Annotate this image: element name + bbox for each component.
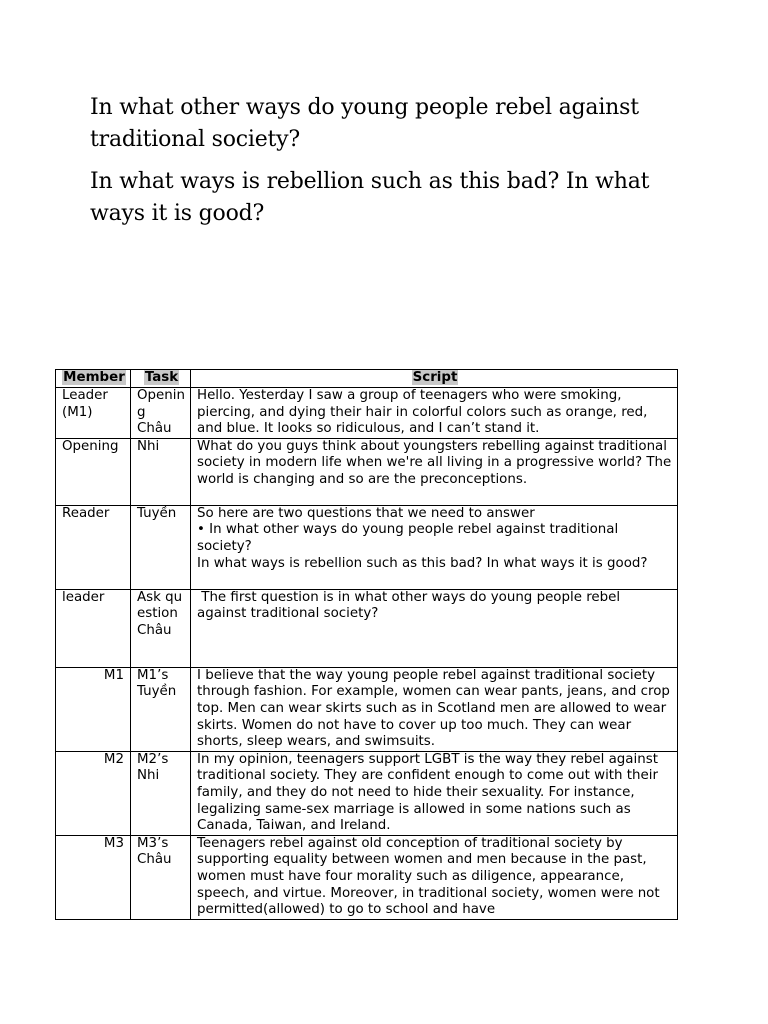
table-row — [56, 589, 678, 667]
script-cell: What do you guys think about youngsters rebelling against traditional society in modern life when we're all living in a progressive world? The world is changing and so are the preconceptions. — [191, 438, 678, 505]
member-cell: Opening — [56, 438, 131, 505]
task-cell: M3’s Châu — [131, 835, 191, 919]
task-cell: Ask question Châu — [131, 589, 191, 667]
question-1: In what other ways do young people rebel against traditional society? — [90, 95, 639, 152]
table-row — [56, 505, 678, 589]
member-cell: M3 — [56, 835, 131, 919]
member-cell: Leader (M1) — [56, 388, 131, 439]
member-cell: leader — [56, 589, 131, 667]
script-table — [55, 369, 678, 920]
member-cell: M2 — [56, 751, 131, 835]
script-cell: In my opinion, teenagers support LGBT is the way they rebel against traditional society. They are confident enough to come out with their family, and they do not need to hide their sexuality. For instance, legalizing same-sex marriage is allowed in some nations such as Canada, Taiwan, and Ireland. — [191, 751, 678, 835]
task-cell: M2’s Nhi — [131, 751, 191, 835]
script-cell: So here are two questions that we need to answer • In what other ways do young people rebel against traditional society? In what ways is rebellion such as this bad? In what ways it is good? — [191, 505, 678, 589]
table-row — [56, 388, 678, 439]
task-cell: Nhi — [131, 438, 191, 505]
script-cell: Teenagers rebel against old conception of traditional society by supporting equality between women and men because in the past, women must have four morality such as diligence, appearance, speech, and virtue. Moreover, in traditional society, women were not permitted(allowed) to go to school and have — [191, 835, 678, 919]
task-cell: Tuyền — [131, 505, 191, 589]
table-row — [56, 751, 678, 835]
script-cell: I believe that the way young people rebel against traditional society through fashion. For example, women can wear pants, jeans, and crop top. Men can wear skirts such as in Scotland men are allowed to wear skirts. Women do not have to cover up too much. They can wear shorts, sleep wears, and swimsuits. — [191, 667, 678, 751]
header-member: Member — [56, 370, 131, 388]
question-2: In what ways is rebellion such as this bad? In what ways it is good? — [90, 169, 650, 226]
task-cell: Opening Châu — [131, 388, 191, 439]
task-cell: M1’s Tuyền — [131, 667, 191, 751]
table-row — [56, 438, 678, 505]
member-cell: Reader — [56, 505, 131, 589]
header-script: Script — [191, 370, 678, 388]
script-cell: The first question is in what other ways do young people rebel against traditional society? — [191, 589, 678, 667]
table-row — [56, 835, 678, 919]
table-header-row — [56, 370, 678, 388]
table-row — [56, 667, 678, 751]
script-cell: Hello. Yesterday I saw a group of teenagers who were smoking, piercing, and dying their hair in colorful colors such as orange, red, and blue. It looks so ridiculous, and I can’t stand it. — [191, 388, 678, 439]
header-task: Task — [131, 370, 191, 388]
member-cell: M1 — [56, 667, 131, 751]
question-list — [90, 92, 690, 240]
